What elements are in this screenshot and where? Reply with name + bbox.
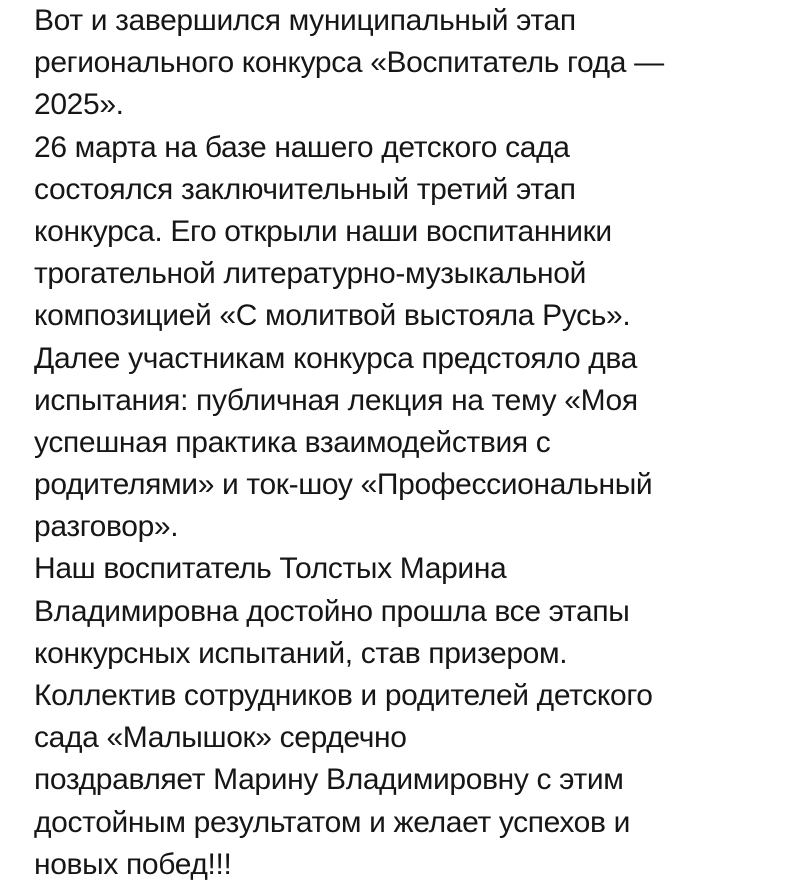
- post-text-line: конкурса. Его открыли наши воспитанники: [34, 214, 612, 248]
- post-text-line: разговор».: [34, 510, 179, 544]
- post-text-line: Владимировна достойно прошла все этапы: [34, 594, 630, 628]
- post-text-line: Далее участникам конкурса предстояло два: [34, 341, 638, 375]
- post-text-line: 26 марта на базе нашего детского сада: [34, 130, 570, 164]
- post-text: [34, 0, 774, 886]
- post-text-line: новых побед!!!: [34, 847, 232, 881]
- post-text-line: сада «Малышок» сердечно: [34, 721, 407, 755]
- post-text-line: успешная практика взаимодействия с: [34, 425, 551, 459]
- post-text-line: Коллектив сотрудников и родителей детского: [34, 679, 653, 712]
- post-text-line: трогательной литературно-музыкальной: [34, 257, 587, 291]
- post-text-line: 2025».: [34, 88, 124, 122]
- post-text-line: регионального конкурса «Воспитатель года —: [34, 46, 664, 80]
- post-text-line: поздравляет Марину Владимировну с этим: [34, 763, 624, 797]
- post-text-line: состоялся заключительный третий этап: [34, 172, 576, 206]
- post-text-line: композицией «С молитвой выстояла Русь».: [34, 299, 631, 333]
- post-text-line: Наш воспитатель Толстых Марина: [34, 552, 507, 586]
- post-text-line: конкурсных испытаний, став призером.: [34, 636, 568, 670]
- post-text-line: Вот и завершился муниципальный этап: [34, 4, 576, 37]
- post-text-line: родителями» и ток-шоу «Профессиональный: [34, 468, 653, 502]
- post-text-line: испытания: публичная лекция на тему «Моя: [34, 383, 638, 417]
- post-text-line: достойным результатом и желает успехов и: [34, 805, 630, 839]
